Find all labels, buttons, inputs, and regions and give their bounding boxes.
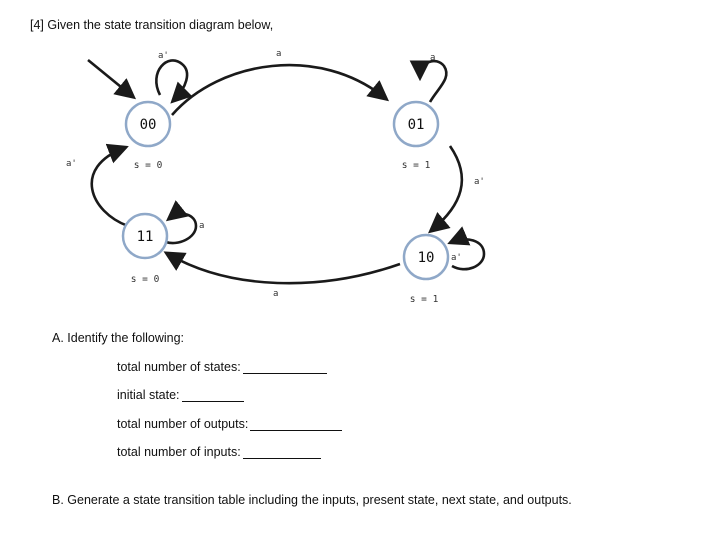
label-edge-00-to-01: a xyxy=(276,49,282,59)
self-loop-01 xyxy=(420,61,446,102)
edge-00-to-01 xyxy=(172,65,385,115)
edge-01-to-10 xyxy=(432,146,462,230)
state-11 xyxy=(123,214,167,258)
answer-blank-total-inputs[interactable] xyxy=(243,446,321,459)
answer-blank-total-states[interactable] xyxy=(243,361,327,374)
label-self-loop-11: a xyxy=(199,221,205,231)
field-total-outputs xyxy=(117,417,342,431)
state-01 xyxy=(394,102,438,146)
output-state-00: s = 0 xyxy=(133,160,163,171)
state-10 xyxy=(404,235,448,279)
field-initial-state-label: initial state: xyxy=(117,388,180,402)
state-10-label: 10 xyxy=(417,250,435,266)
field-initial-state xyxy=(117,388,244,402)
state-00-label: 00 xyxy=(139,117,157,133)
section-b-instruction: B. Generate a state transition table including the inputs, present state, next state, and outputs. xyxy=(52,493,572,507)
answer-blank-total-outputs[interactable] xyxy=(250,418,342,431)
state-11-label: 11 xyxy=(136,229,154,245)
field-total-outputs-label: total number of outputs: xyxy=(117,417,249,431)
label-self-loop-01: a xyxy=(430,53,436,63)
self-loop-00 xyxy=(156,60,187,100)
label-self-loop-00: a' xyxy=(158,51,169,61)
state-00 xyxy=(126,102,170,146)
output-state-10: s = 1 xyxy=(409,294,439,305)
label-edge-10-to-11: a xyxy=(273,289,279,299)
self-loop-11 xyxy=(166,214,196,243)
field-total-inputs xyxy=(117,445,321,459)
label-edge-01-to-10: a' xyxy=(474,177,485,187)
label-edge-11-to-00: a' xyxy=(66,159,77,169)
section-a-heading: A. Identify the following: xyxy=(52,331,185,345)
initial-state-arrow xyxy=(88,60,132,96)
label-self-loop-10: a' xyxy=(451,253,462,263)
field-total-inputs-label: total number of inputs: xyxy=(117,445,241,459)
edge-10-to-11 xyxy=(168,254,400,283)
answer-blank-initial-state[interactable] xyxy=(182,389,244,402)
edge-11-to-00 xyxy=(92,148,128,226)
question-title: [4] Given the state transition diagram below, xyxy=(30,18,274,32)
field-total-states xyxy=(117,360,327,374)
state-01-label: 01 xyxy=(407,117,425,133)
output-state-11: s = 0 xyxy=(130,274,160,285)
output-state-01: s = 1 xyxy=(401,160,431,171)
field-total-states-label: total number of states: xyxy=(117,360,241,374)
